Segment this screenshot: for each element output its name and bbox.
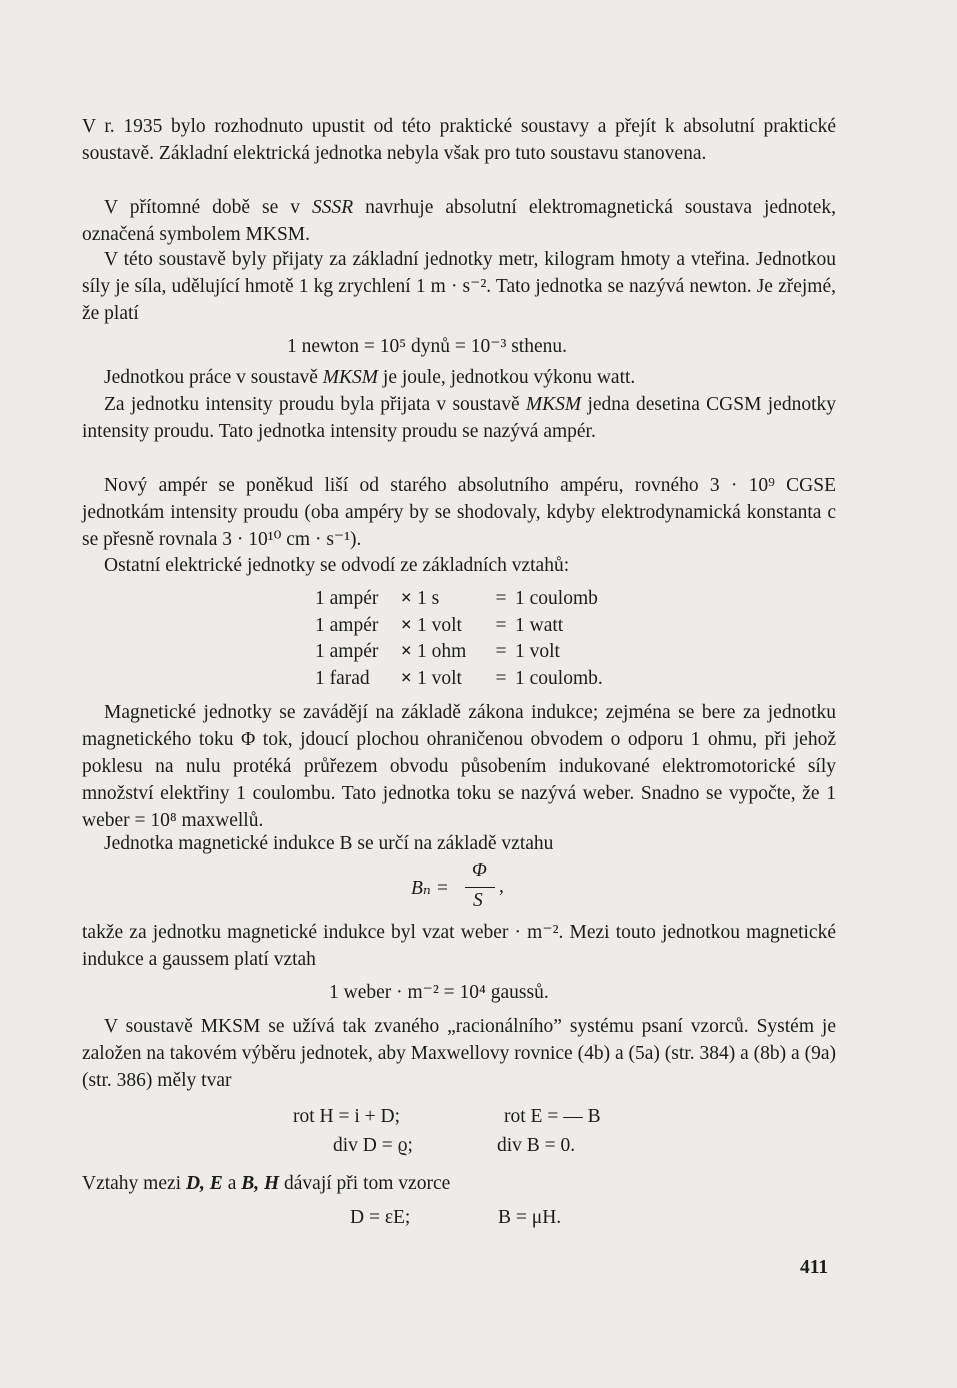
paragraph-2-text-b: navrhuje absolutní elektromagnetická soustava jednotek, označená symbolem MKSM. bbox=[82, 197, 837, 245]
b-mu-equation: B = μH. bbox=[498, 1207, 562, 1228]
d-eps-equation: D = εE; bbox=[350, 1207, 411, 1228]
relation-op: × bbox=[400, 588, 412, 610]
paragraph-2-text-a: V přítomné době se v bbox=[104, 197, 312, 218]
paragraph-1: V r. 1935 bylo rozhodnuto upustit od této praktické soustavy a přejít k absolutní praktické soustavě. Základní elektrická jednotka nebyla však pro tuto soustavu stanovena. bbox=[82, 116, 836, 164]
newton-equation: 1 newton = 10⁵ dynů = 10⁻³ sthenu. bbox=[287, 336, 567, 357]
rot-h-equation: rot H = i + D; bbox=[293, 1106, 401, 1127]
paragraph-10: takže za jednotku magnetické indukce byl vzat weber · m⁻². Mezi touto jednotkou magnetické indukce a gaussem platí vztah bbox=[82, 922, 836, 970]
relation-left: 1 ampér bbox=[315, 614, 379, 636]
paragraph-12-text-b: dávají při tom vzorce bbox=[279, 1173, 451, 1194]
relation-left: 1 ampér bbox=[315, 588, 379, 610]
relation-right: 1 coulomb bbox=[515, 588, 598, 610]
paragraph-9: Jednotka magnetické indukce B se určí na základě vztahu bbox=[104, 833, 554, 854]
unit-relation-row bbox=[315, 639, 603, 666]
unit-relation-row bbox=[315, 613, 603, 640]
paragraph-12-text-a: Vztahy mezi bbox=[82, 1173, 186, 1194]
relation-mid: 1 s bbox=[417, 588, 440, 610]
rot-e-equation: rot E = — B bbox=[504, 1106, 601, 1127]
page-number: 411 bbox=[800, 1257, 829, 1278]
relation-op: × bbox=[400, 667, 412, 689]
div-b-equation: div B = 0. bbox=[497, 1135, 576, 1156]
paragraph-5-text-b: jedna desetina CGSM jednotky intensity proudu. Tato jednotka intensity proudu se nazývá ampér. bbox=[82, 394, 836, 442]
relation-right: 1 watt bbox=[515, 614, 564, 636]
paragraph-7: Ostatní elektrické jednotky se odvodí ze základních vztahů: bbox=[104, 555, 570, 576]
paragraph-5 bbox=[82, 391, 836, 445]
paragraph-2 bbox=[82, 194, 836, 248]
fraction-numerator: Φ bbox=[472, 860, 487, 881]
paragraph-6: Nový ampér se poněkud liší od starého absolutního ampéru, rovného 3 · 10⁹ CGSE jednotkám intensity proudu (oba ampéry by se shodovaly, kdyby elektrodynamická konstanta c se přesně rovnala 3 · 10¹⁰ cm · s⁻¹). bbox=[82, 475, 836, 550]
paragraph-12 bbox=[82, 1170, 836, 1197]
relation-right: 1 volt bbox=[515, 641, 560, 663]
paragraph-2-ssr: SSSR bbox=[311, 197, 354, 218]
paragraph-12-vars-de: D, E bbox=[185, 1173, 223, 1194]
relation-eq: = bbox=[495, 667, 507, 689]
relation-op: × bbox=[400, 641, 412, 663]
relation-eq: = bbox=[495, 641, 507, 663]
unit-relation-row bbox=[315, 666, 603, 693]
paragraph-5-mksm: MKSM bbox=[525, 394, 582, 415]
fraction-comma: , bbox=[499, 876, 504, 897]
relation-right: 1 coulomb. bbox=[515, 667, 603, 689]
paragraph-4-text-b: je joule, jednotkou výkonu watt. bbox=[378, 367, 636, 388]
paragraph-5-text-a: Za jednotku intensity proudu byla přijata v soustavě bbox=[104, 394, 526, 415]
fraction-denominator: S bbox=[473, 890, 483, 911]
paragraph-12-and: a bbox=[222, 1173, 242, 1194]
fraction-lhs: Bₙ = bbox=[411, 878, 449, 899]
paragraph-12-vars-bh: B, H bbox=[241, 1173, 280, 1194]
relation-mid: 1 volt bbox=[417, 667, 462, 689]
relation-mid: 1 ohm bbox=[417, 641, 467, 663]
relation-eq: = bbox=[495, 614, 507, 636]
relation-eq: = bbox=[495, 588, 507, 610]
relation-mid: 1 volt bbox=[417, 614, 462, 636]
relation-op: × bbox=[400, 614, 412, 636]
paragraph-11: V soustavě MKSM se užívá tak zvaného „racionálního” systému psaní vzorců. Systém je založen na takovém výběru jednotek, aby Maxwellovy rovnice (4b) a (5a) (str. 384) a (8b) a (9a) (str. 386) měly tvar bbox=[82, 1016, 836, 1091]
fraction-bar bbox=[465, 887, 495, 888]
relation-left: 1 farad bbox=[315, 667, 370, 689]
paragraph-3: V této soustavě byly přijaty za základní jednotky metr, kilogram hmoty a vteřina. Jednotkou síly je síla, udělující hmotě 1 kg zrychlení 1 m · s⁻². Tato jednotka se nazývá newton. Je zřejmé, že platí bbox=[82, 249, 836, 324]
paragraph-8: Magnetické jednotky se zavádějí na základě zákona indukce; zejména se bere za jednotku magnetického toku Φ tok, jdoucí plochou ohraničenou obvodem o odporu 1 ohmu, při jehož poklesu na nulu protéká průřezem obvodu působením indukované elektromotorické síly množství elektřiny 1 coulombu. Tato jednotka toku se nazývá weber. Snadno se vypočte, že 1 weber = 10⁸ maxwellů. bbox=[82, 702, 836, 831]
paragraph-4-mksm: MKSM bbox=[322, 367, 379, 388]
unit-relation-row bbox=[315, 586, 603, 613]
div-d-equation: div D = ϱ; bbox=[333, 1135, 413, 1156]
paragraph-4-text-a: Jednotkou práce v soustavě bbox=[104, 367, 323, 388]
relation-left: 1 ampér bbox=[315, 641, 379, 663]
weber-equation: 1 weber · m⁻² = 10⁴ gaussů. bbox=[329, 982, 549, 1003]
unit-relations-table bbox=[315, 586, 603, 692]
paragraph-4 bbox=[82, 364, 836, 391]
